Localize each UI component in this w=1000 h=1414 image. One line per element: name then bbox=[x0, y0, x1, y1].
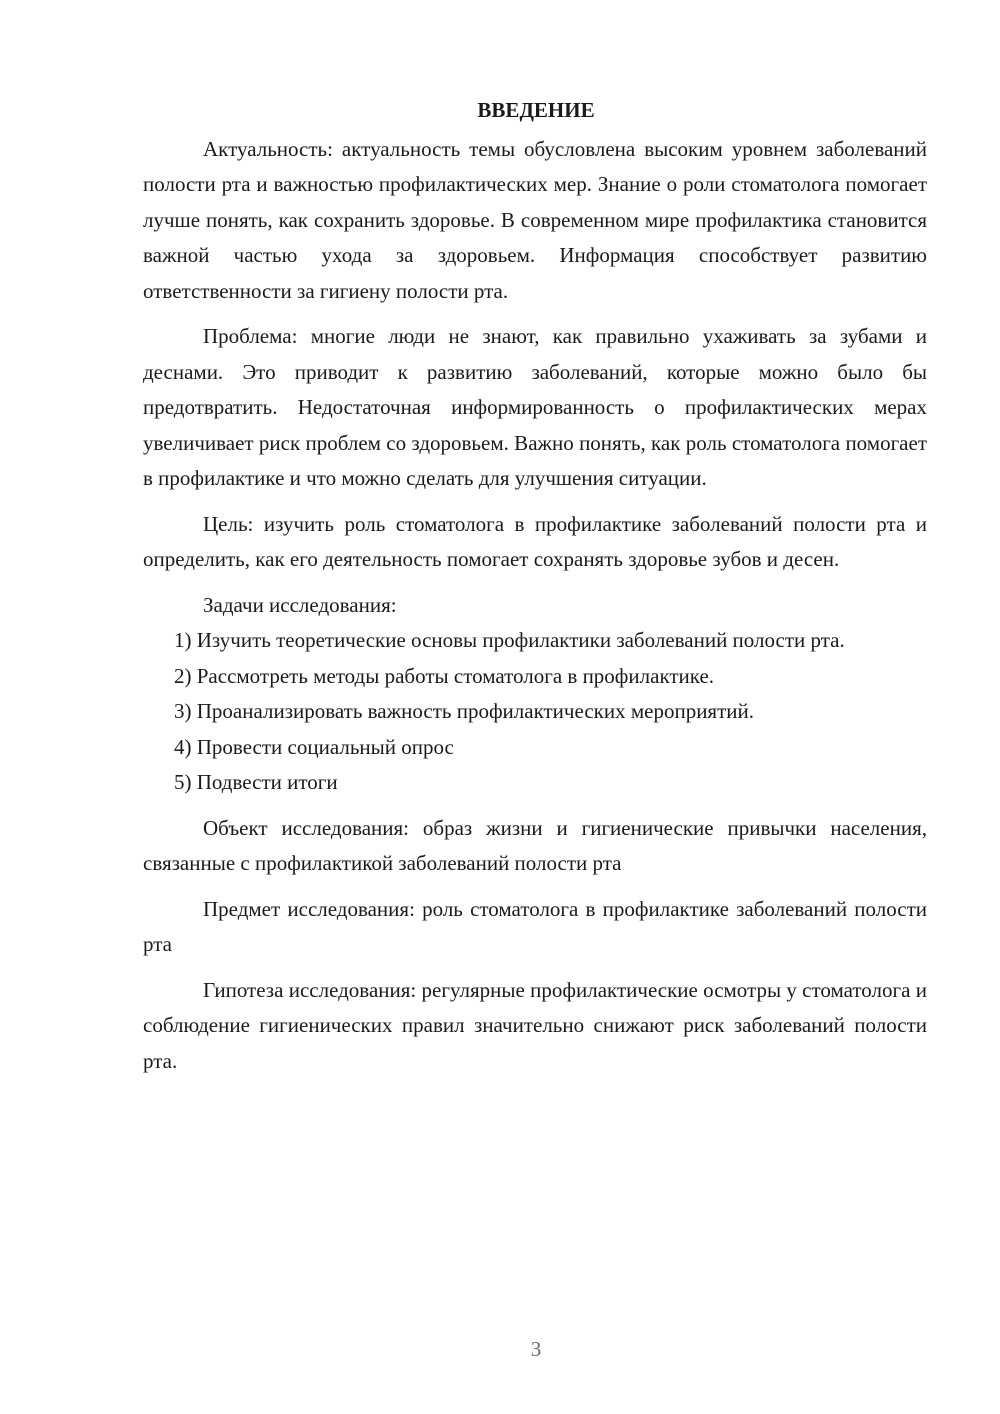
tasks-heading: Задачи исследования: bbox=[203, 592, 397, 617]
page-number: 3 bbox=[530, 1337, 542, 1361]
paragraph-problem: Проблема: многие люди не знают, как правильно ухаживать за зубами и деснами. Это приводит к развитию заболеваний, которые можно было бы предотвратить. Недостаточная информированность о профилактических мерах увеличивает риск проблем со здоровьем. Важно понять, как роль стоматолога помогает в профилактике и что можно сделать для улучшения ситуации. bbox=[143, 324, 927, 490]
section-heading: ВВЕДЕНИЕ bbox=[477, 98, 595, 122]
tasks-list bbox=[143, 623, 927, 801]
paragraph-goal: Цель: изучить роль стоматолога в профилактике заболеваний полости рта и определить, как его деятельность помогает сохранять здоровье зубов и десен. bbox=[143, 511, 927, 571]
paragraph-subject: Предмет исследования: роль стоматолога в профилактике заболеваний полости рта bbox=[143, 896, 927, 956]
paragraph-hypothesis: Гипотеза исследования: регулярные профилактические осмотры у стоматолога и соблюдение гигиенических правил значительно снижают риск заболеваний полости рта. bbox=[143, 977, 927, 1073]
task-item: 5) Подвести итоги bbox=[174, 770, 338, 794]
task-item: 1) Изучить теоретические основы профилактики заболеваний полости рта. bbox=[174, 628, 845, 652]
task-item: 4) Провести социальный опрос bbox=[174, 734, 454, 759]
task-item: 2) Рассмотреть методы работы стоматолога в профилактике. bbox=[174, 663, 715, 688]
paragraph-relevance: Актуальность: актуальность темы обусловлена высоким уровнем заболеваний полости рта и важностью профилактических мер. Знание о роли стоматолога помогает лучше понять, как сохранить здоровье. В современном мире профилактика становится важной частью ухода за здоровьем. Информация способствует развитию ответственности за гигиену полости рта. bbox=[143, 136, 927, 303]
page-content bbox=[143, 93, 927, 1079]
paragraph-object: Объект исследования: образ жизни и гигиенические привычки населения, связанные с профилактикой заболеваний полости рта bbox=[143, 815, 927, 875]
task-item: 3) Проанализировать важность профилактических мероприятий. bbox=[174, 699, 754, 723]
